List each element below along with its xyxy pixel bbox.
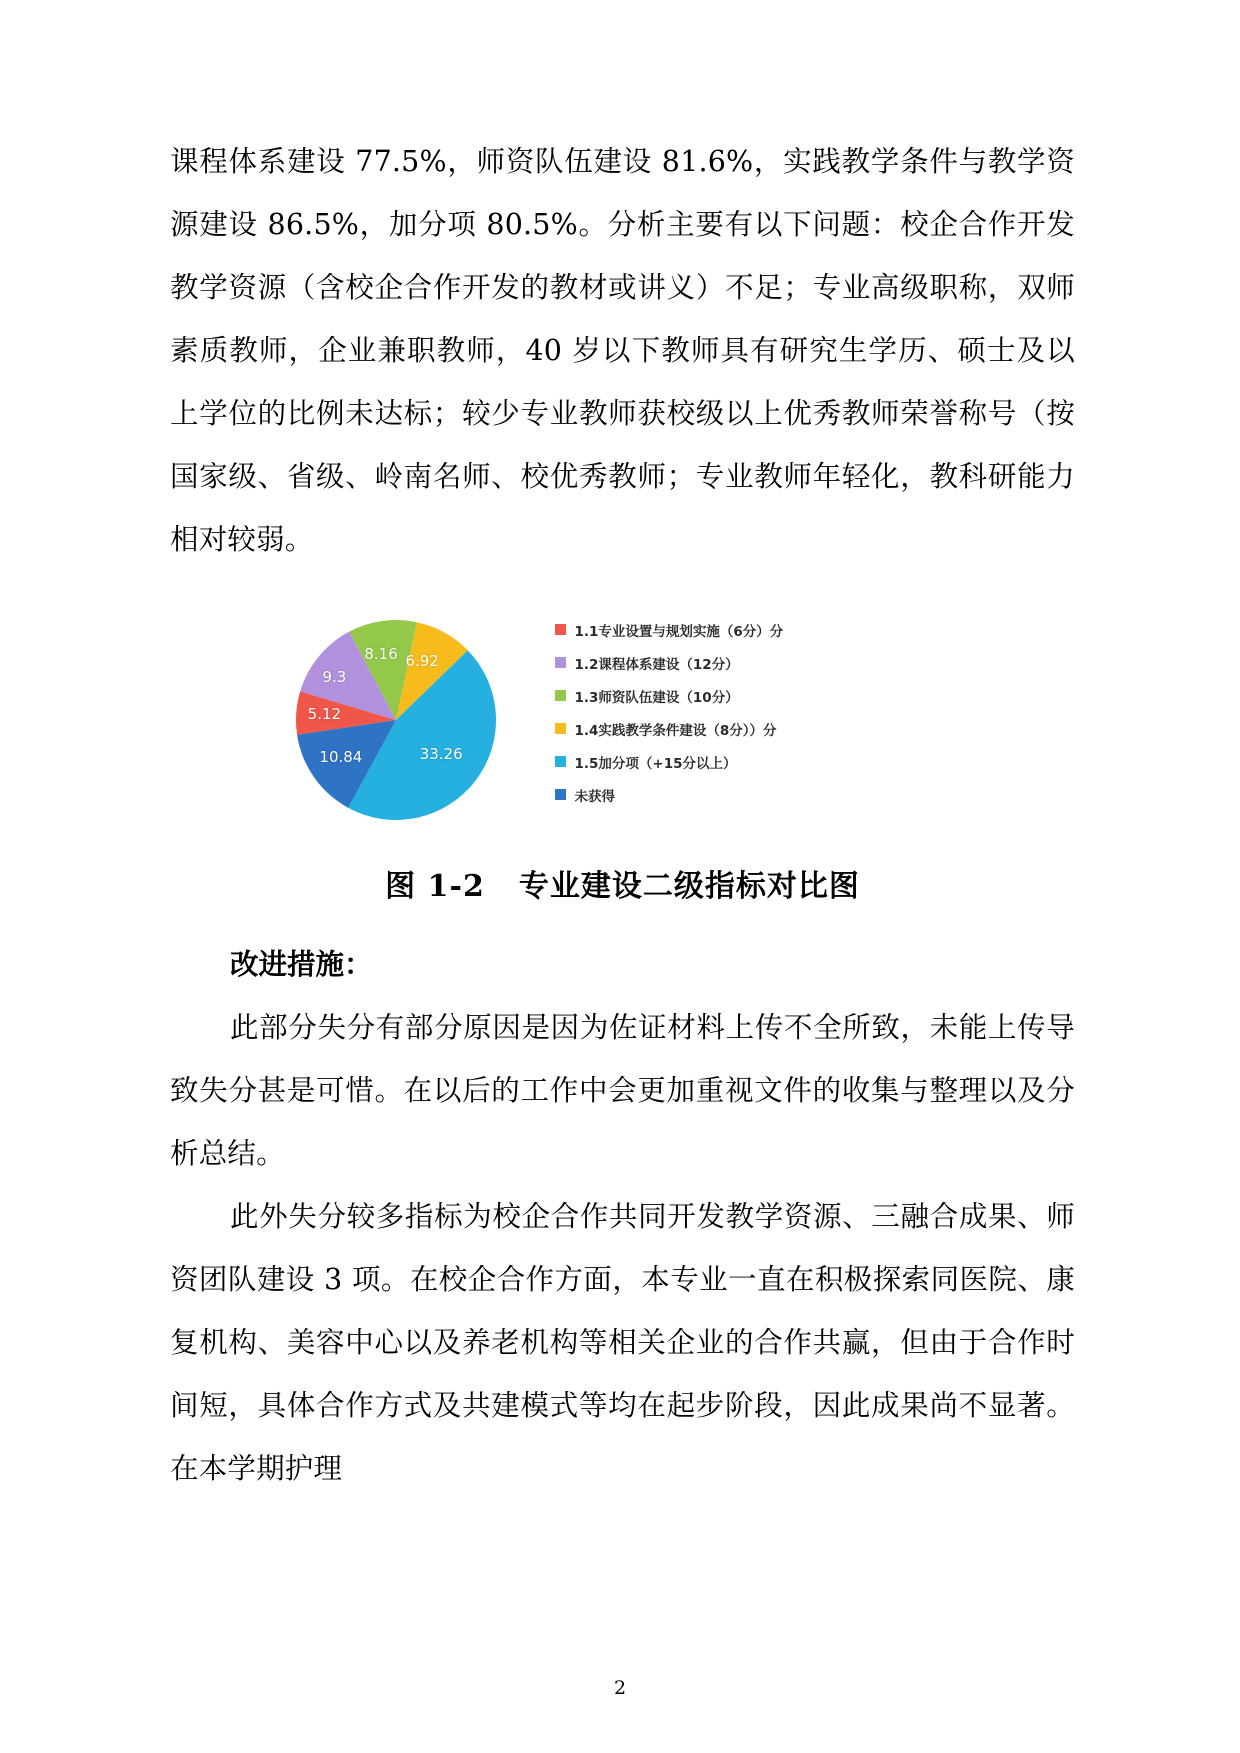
pie-label-value: 5.12 [307,705,342,724]
legend-label: 1.4实践教学条件建设（8分））分 [574,722,777,739]
legend-color-swatch [555,723,566,734]
pie-label-value: 6.92 [405,652,439,671]
figure-caption [170,861,1075,905]
legend-color-swatch [555,690,566,701]
section-heading: 改进措施： [230,947,373,981]
chart-area [273,605,973,835]
legend-item [555,778,975,811]
legend-label: 1.2课程体系建设（12分） [574,656,739,673]
pie-label-value: 33.26 [419,745,463,764]
legend-item [555,613,975,646]
legend-color-swatch [555,657,566,668]
legend-item [555,712,975,745]
legend-item [555,646,975,679]
pie-label-value: 8.16 [364,644,398,663]
legend-color-swatch [555,789,566,800]
figure-caption-label: 图 1-2 [385,869,485,904]
legend-item [555,745,975,778]
paragraph-3: 此外失分较多指标为校企合作共同开发教学资源、三融合成果、师资团队建设 3 项。在校企合作方面，本专业一直在积极探索同医院、康复机构、美容中心以及养老机构等相关企业的合作共赢，但由于合作时间短，具体合作方式及共建模式等均在起步阶段，因此成果尚不显著。在本学期护理 [170,1200,1075,1485]
legend-color-swatch [555,756,566,767]
legend-label: 1.5加分项（+15分以上） [574,755,737,772]
paragraph-1: 课程体系建设 77.5%，师资队伍建设 81.6%，实践教学条件与教学资源建设 86.5%，加分项 80.5%。分析主要有以下问题：校企合作开发教学资源（含校企合作开发的教材或讲义）不足；专业高级职称，双师素质教师，企业兼职教师，40 岁以下教师具有研究生学历、硕士及以上学位的比例未达标；较少专业教师获校级以上优秀教师荣誉称号（按国家级、省级、岭南名师、校优秀教师；专业教师年轻化，教科研能力相对较弱。 [170,145,1075,556]
pie-chart [273,605,523,835]
legend-label: 未获得 [574,788,615,805]
figure-pie-chart [170,605,1075,835]
legend-label: 1.1专业设置与规划实施（6分）分 [574,623,784,640]
figure-caption-title: 专业建设二级指标对比图 [518,869,860,904]
legend-label: 1.3师资队伍建设（10分） [574,689,739,706]
page-number: 2 [613,1677,627,1699]
pie-label-value: 9.3 [322,668,347,687]
chart-legend [555,613,975,811]
legend-item [555,679,975,712]
legend-color-swatch [555,624,566,635]
pie-label-value: 10.84 [319,747,363,766]
paragraph-2: 此部分失分有部分原因是因为佐证材料上传不全所致，未能上传导致失分甚是可惜。在以后的工作中会更加重视文件的收集与整理以及分析总结。 [170,1011,1075,1170]
